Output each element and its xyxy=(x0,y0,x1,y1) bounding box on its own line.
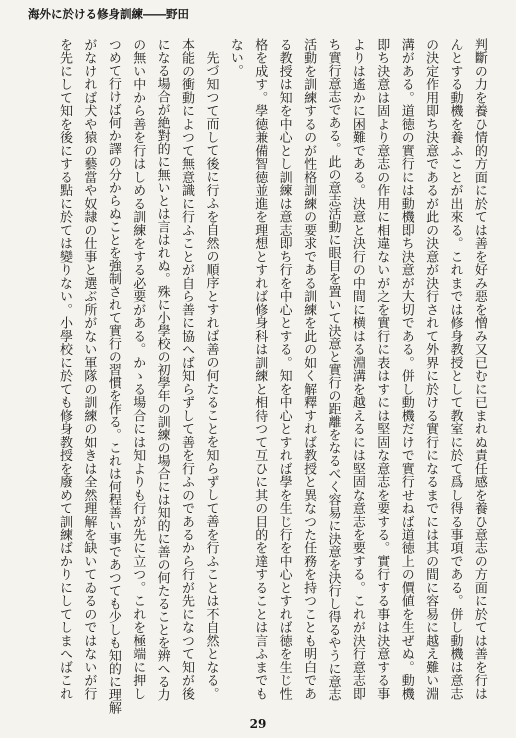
text-column: ち實行意志である。此の意志活動に眼目を置いて決意と實行の距離をなるべく容易に決意を決行し得るやうに意志 xyxy=(325,38,341,701)
body-text xyxy=(57,38,487,714)
text-column: の無い中から善を行はしめる訓練をする必要がある。かゝる場合には知よりも行が先に立つ。これを極端に押し xyxy=(130,38,146,700)
text-column: 格を成す。學徳兼備智徳並進を理想とすれば修身科は訓練と相待つて互ひに其の目的を達することは言ふまでも xyxy=(252,38,268,700)
text-column: を先にして知を後にする點に於ては變りない。小學校に於ても修身教授を廢めて訓練ばかりにしてしまへばこれ xyxy=(57,38,72,700)
page-number: 29 xyxy=(249,717,267,731)
text-column: 活動を訓練するのが性格訓練の要求である訓練を此の如く解釋すれば教授と異なつた任務を持つことも明白であ xyxy=(301,38,317,700)
text-column: よりは遙かに困難である。決意と決行の中間に横はる淵溝を越えるには堅固な意志を要する。これが決行意志即 xyxy=(349,38,365,700)
text-column: の決定作用即ち決意であるが此の決意が決行されて外界に於ける實行になるまでには其の間に容易に越え難い淵 xyxy=(423,38,439,700)
text-column: つめて行けば何か譯の分からぬことを強制されて實行の習慣を作る。これは何程善い事であつても少しも知的に理解 xyxy=(105,38,121,714)
running-header: 海外に於ける修身訓練――野田 xyxy=(28,7,189,21)
text-column: 先づ知つて而して後に行ふを自然の順序とすれば善の何たることを知らずして善を行ふことは不自然となる。 xyxy=(203,51,219,700)
text-column: になる場合が絶對的に無いとは言はれぬ。殊に小學校の初學年の訓練の場合には知的に善の何たることを辨へる力 xyxy=(154,38,170,701)
text-column: んとする動機を養ふことが出來る。これまでは修身教授として教室に於て爲し得る事項である。併し動機は意志 xyxy=(447,38,463,700)
text-column: ない。 xyxy=(227,38,243,77)
text-column: 本能の衝動によつて無意識に行ふことが自ら善に協へば知らずして善を行ふのであるから行が先になつて知が後 xyxy=(179,38,195,700)
text-column: る教授は知を中心とし訓練は意志即ち行を中心とする。知を中心とすれば學を生じ行を中心とすれば徳を生じ性 xyxy=(276,38,292,700)
text-column: がなければ犬や猿の藝當や奴隷の仕事と選ぶ所がない軍隊の訓練の如きは全然理解を缺いてゐるのではないが行 xyxy=(81,38,97,700)
text-column: 溝がある。道徳の實行には動機即ち決意が大切である。併し動機だけで實行せねば道徳上の價値を生ぜぬ。動機 xyxy=(398,38,414,700)
text-column: 即ち決意は固より意志の作用に相違ないが之を實行に表はすには堅固な意志を要する。實行する事は決意する事 xyxy=(374,38,390,700)
text-column: 判斷の力を養ひ情的方面に於ては善を好み惡を憎み又已むに已まれぬ責任感を養ひ意志の方面に於ては善を行は xyxy=(471,38,487,700)
